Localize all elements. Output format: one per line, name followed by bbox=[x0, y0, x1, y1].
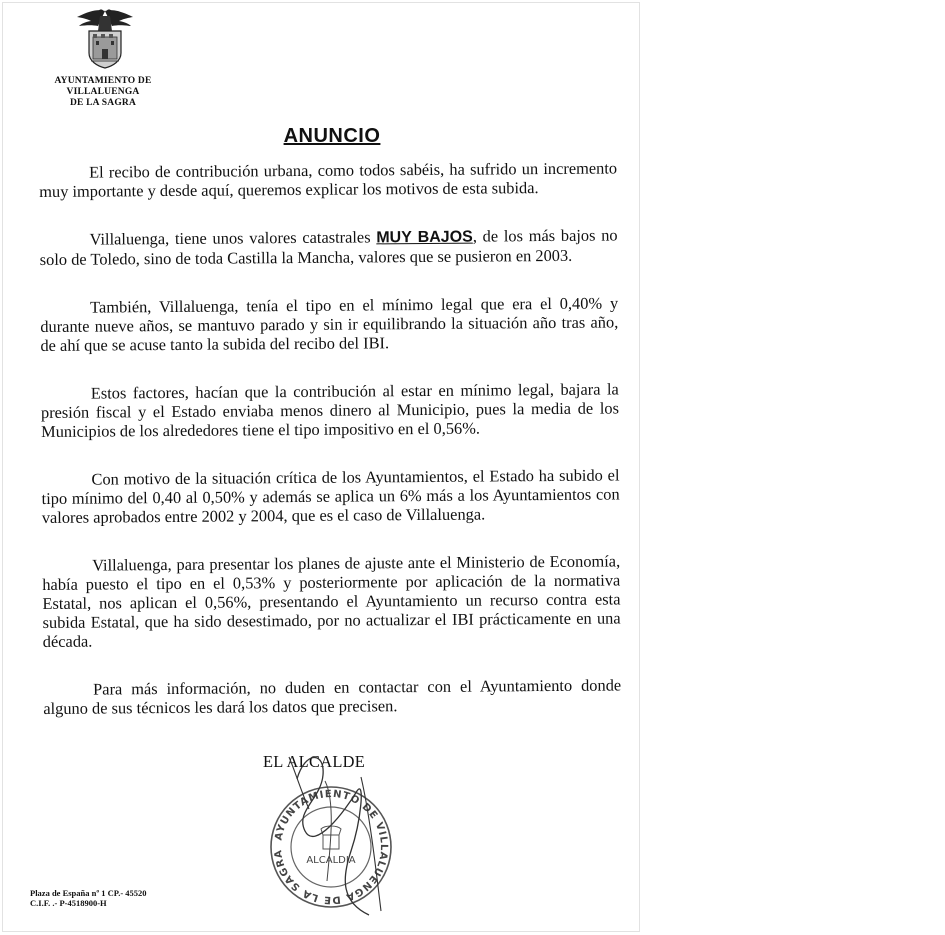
org-line: DE LA SAGRA bbox=[69, 98, 137, 108]
organization-name bbox=[33, 76, 173, 109]
coat-of-arms-icon bbox=[71, 7, 139, 69]
signer-title: EL ALCALDE bbox=[263, 752, 366, 771]
document-title: ANUNCIO bbox=[283, 125, 381, 147]
document-footer bbox=[30, 888, 147, 908]
footer-address: Plaza de España nº 1 CP.- 45520 bbox=[30, 888, 147, 898]
paragraph: También, Villaluenga, tenía el tipo en el mínimo legal que era el 0,40% y durante nueve años, se mantuvo parado y sin ir equilibrando la situación año tras año, de ahí que se acuse tanto la subida del recibo del IBI. bbox=[40, 293, 619, 355]
paragraph: El recibo de contribución urbana, como todos sabéis, ha sufrido un incremento muy importante y desde aquí, queremos explicar los motivos de esta subida. bbox=[39, 158, 618, 201]
paragraph: Con motivo de la situación crítica de los Ayuntamientos, el Estado ha subido el tipo mínimo del 0,40 al 0,50% y además se aplica un 6% más a los Ayuntamientos con valores aprobados entre 2002 y 2004, que es el caso de Villaluenga. bbox=[41, 465, 620, 527]
paragraph: Para más información, no duden en contactar con el Ayuntamiento donde alguno de sus técnicos les dará los datos que precisen. bbox=[43, 675, 622, 718]
official-stamp bbox=[265, 751, 415, 921]
org-line: AYUNTAMIENTO DE bbox=[54, 76, 152, 86]
org-line: VILLALUENGA bbox=[66, 87, 140, 97]
document-body bbox=[39, 158, 621, 718]
paragraph bbox=[40, 225, 618, 269]
paragraph: Estos factores, hacían que la contribución al estar en mínimo legal, bajara la presión fiscal y el Estado enviaba menos dinero al Municipio, pues la media de los Municipios de los alrededores tiene el tipo impositivo en el 0,56%. bbox=[40, 379, 620, 441]
footer-cif: C.I.F. .- P-4518900-H bbox=[30, 898, 107, 908]
highlighted-text: MUY BAJOS bbox=[376, 228, 473, 247]
svg-text:AYUNTAMIENTO DE VILLALUENGA DE: AYUNTAMIENTO DE VILLALUENGA DE LA SAGRA bbox=[272, 788, 390, 906]
paragraph: Villaluenga, para presentar los planes de ajuste ante el Ministerio de Economía, había puesto el tipo en el 0,53% y posteriormente por aplicación de la normativa Estatal, nos aplican el 0,56%, presentando el Ayuntamiento un recurso contra esta subida Estatal, que ha sido desestimado, por no actualizar el IBI prácticamente en una década. bbox=[42, 551, 621, 651]
document-page bbox=[2, 2, 640, 932]
paragraph-text: , de los más bajos no solo de Toledo, sino de toda Castilla la Mancha, valores que se pusieron en 2003. bbox=[39, 225, 618, 269]
svg-text:ALCALDIA: ALCALDIA bbox=[306, 855, 356, 866]
paragraph-text: Villaluenga, tiene unos valores catastrales bbox=[89, 227, 377, 249]
